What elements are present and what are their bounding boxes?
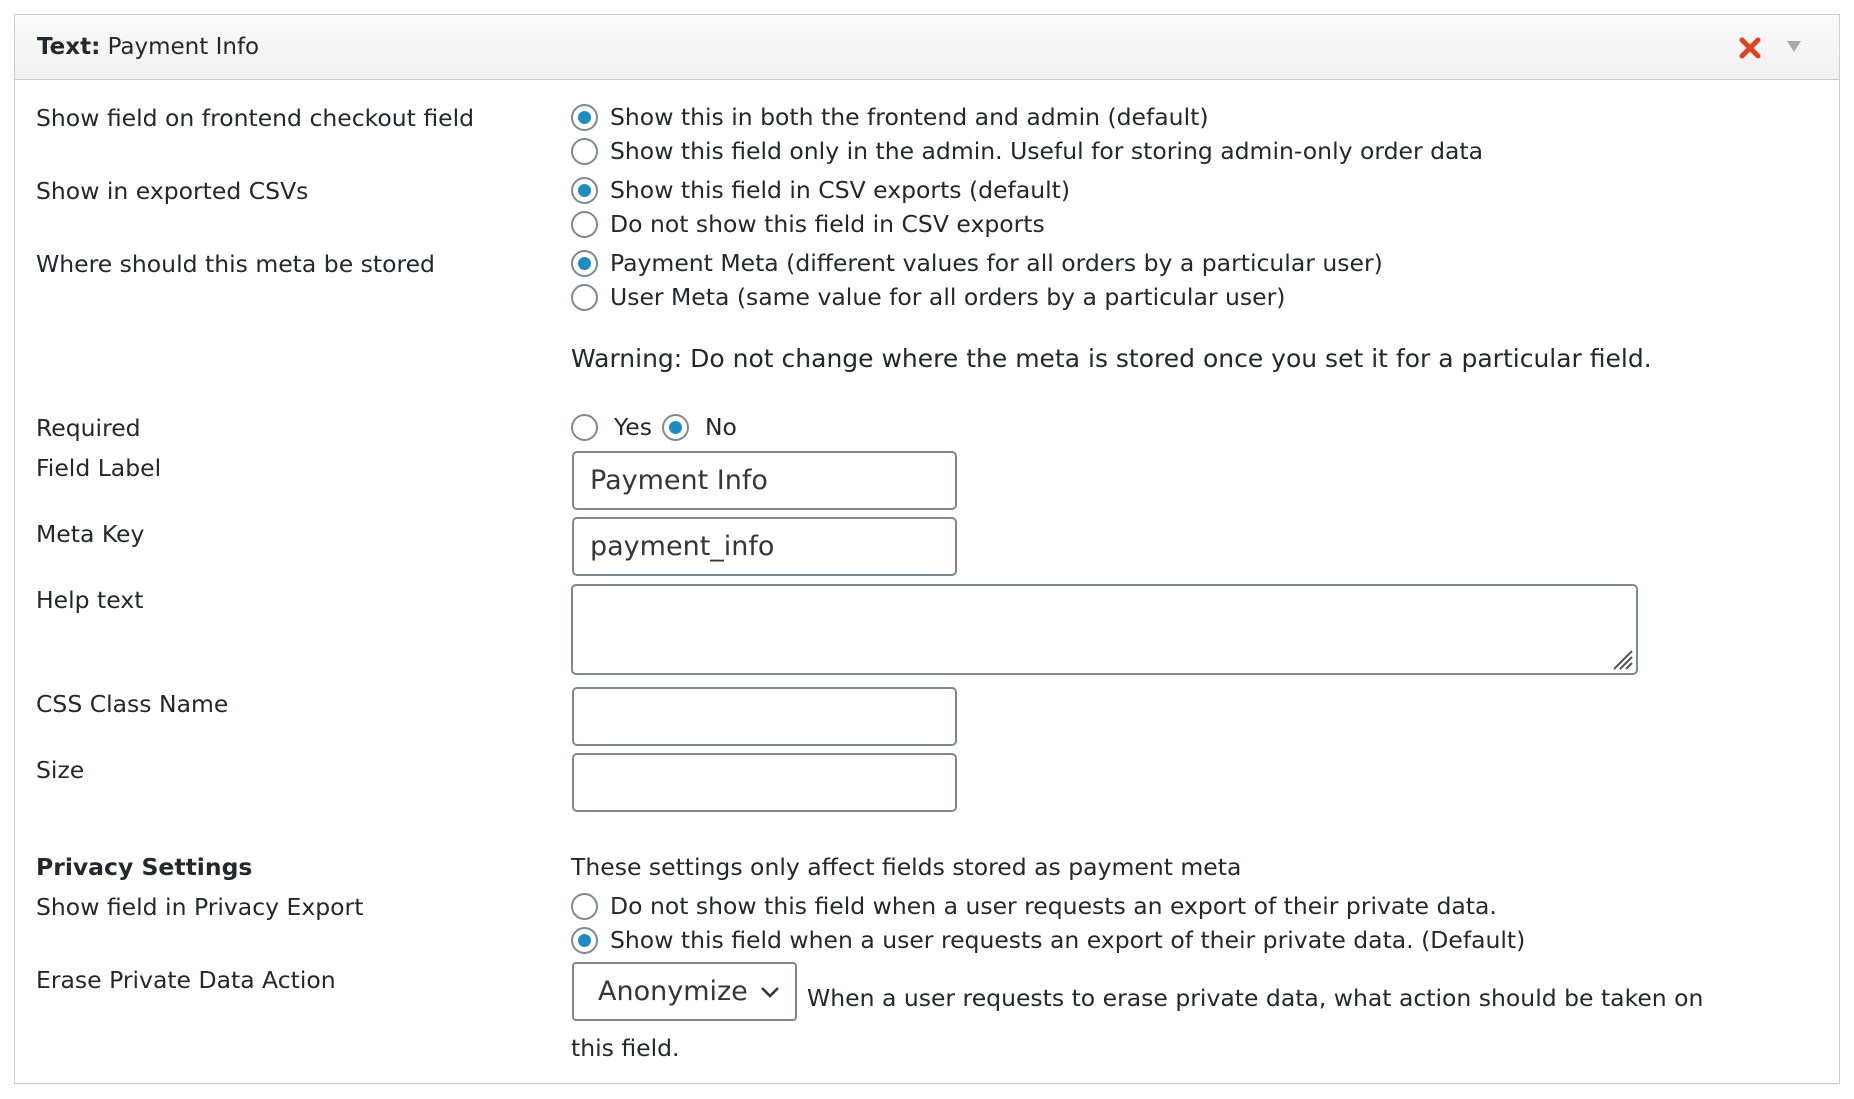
required-yes-radio[interactable] — [571, 414, 598, 441]
required-radio-group — [571, 411, 737, 443]
panel-header[interactable] — [15, 15, 1839, 80]
privacy-note: These settings only affect fields stored as payment meta — [571, 853, 1242, 881]
radio-button[interactable] — [571, 104, 598, 131]
frontend-label: Show field on frontend checkout field — [36, 104, 475, 132]
radio-label: User Meta (same value for all orders by a particular user) — [610, 283, 1286, 311]
size-label: Size — [36, 756, 85, 784]
radio-button[interactable] — [571, 138, 598, 165]
radio-label: Show this field only in the admin. Useful for storing admin-only order data — [610, 137, 1484, 165]
triangle-down-icon[interactable] — [1785, 37, 1803, 55]
csv-option-show[interactable] — [571, 174, 1070, 206]
radio-button[interactable] — [571, 284, 598, 311]
required-no-radio[interactable] — [662, 414, 689, 441]
radio-button[interactable] — [571, 927, 598, 954]
erase-action-description: When a user requests to erase private data, what action should be taken on this field. — [571, 984, 1704, 1062]
privacy-export-label: Show field in Privacy Export — [36, 893, 364, 921]
privacy-export-option-hide[interactable] — [571, 890, 1497, 922]
privacy-heading: Privacy Settings — [36, 853, 253, 881]
radio-label: Payment Meta (different values for all orders by a particular user) — [610, 249, 1383, 277]
radio-button[interactable] — [571, 893, 598, 920]
frontend-option-admin[interactable] — [571, 135, 1483, 167]
field-type-label: Text: — [37, 34, 101, 60]
meta-key-label: Meta Key — [36, 520, 145, 548]
erase-action-selected: Anonymize — [598, 976, 748, 1007]
radio-label: Show this in both the frontend and admin (default) — [610, 103, 1209, 131]
close-x-icon[interactable] — [1737, 35, 1763, 61]
meta-store-option-user[interactable] — [571, 281, 1285, 313]
csv-option-hide[interactable] — [571, 208, 1045, 240]
radio-label: Show this field when a user requests an export of their private data. (Default) — [610, 926, 1526, 954]
radio-button[interactable] — [571, 211, 598, 238]
radio-label: Show this field in CSV exports (default) — [610, 176, 1071, 204]
radio-label: Do not show this field in CSV exports — [610, 210, 1045, 238]
erase-action-select[interactable] — [572, 962, 797, 1021]
css-class-label: CSS Class Name — [36, 690, 229, 718]
resize-handle-icon[interactable] — [1608, 645, 1634, 671]
help-text-textarea[interactable] — [571, 584, 1638, 675]
required-yes-label: Yes — [614, 413, 652, 441]
frontend-option-both[interactable] — [571, 101, 1208, 133]
help-text-label: Help text — [36, 586, 144, 614]
required-label: Required — [36, 414, 141, 442]
css-class-input[interactable] — [572, 687, 957, 746]
radio-button[interactable] — [571, 177, 598, 204]
size-input[interactable] — [572, 753, 957, 812]
field-label-label: Field Label — [36, 454, 162, 482]
meta-key-input[interactable]: payment_info — [572, 517, 957, 576]
panel-title — [37, 34, 259, 60]
meta-store-option-payment[interactable] — [571, 247, 1383, 279]
required-no-label: No — [704, 413, 737, 441]
erase-action-label: Erase Private Data Action — [36, 966, 336, 994]
meta-store-label: Where should this meta be stored — [36, 250, 435, 278]
meta-store-warning: Warning: Do not change where the meta is stored once you set it for a particular field. — [571, 344, 1652, 373]
chevron-down-icon — [759, 981, 781, 1003]
csv-label: Show in exported CSVs — [36, 177, 309, 205]
radio-label: Do not show this field when a user requests an export of their private data. — [610, 892, 1497, 920]
field-title: Payment Info — [107, 34, 260, 60]
radio-button[interactable] — [571, 250, 598, 277]
privacy-export-option-show[interactable] — [571, 924, 1525, 956]
field-label-input[interactable]: Payment Info — [572, 451, 957, 510]
